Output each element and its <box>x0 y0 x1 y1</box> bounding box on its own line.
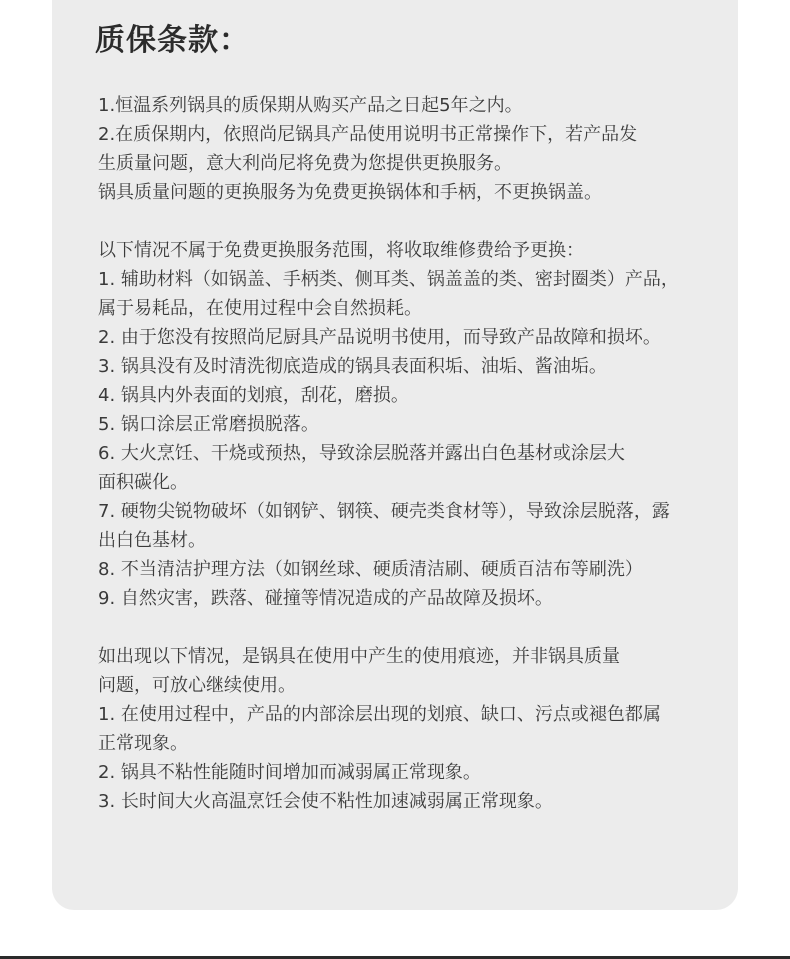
text-line: 1. 在使用过程中，产品的内部涂层出现的划痕、缺口、污点或褪色都属 <box>98 704 661 725</box>
exclusions-section <box>98 236 708 613</box>
text-line: 生质量问题，意大利尚尼将免费为您提供更换服务。 <box>98 153 512 174</box>
text-line: 2. 由于您没有按照尚尼厨具产品说明书使用，而导致产品故障和损坏。 <box>98 327 661 348</box>
text-line: 2. 锅具不粘性能随时间增加而减弱属正常现象。 <box>98 762 481 783</box>
text-line: 9. 自然灾害，跌落、碰撞等情况造成的产品故障及损坏。 <box>98 588 553 609</box>
text-line: 如出现以下情况，是锅具在使用中产生的使用痕迹，并非锅具质量 <box>98 646 620 667</box>
text-line: 正常现象。 <box>98 733 188 754</box>
paragraph-spacer <box>98 207 708 236</box>
text-line: 2.在质保期内，依照尚尼锅具产品使用说明书正常操作下，若产品发 <box>98 124 638 145</box>
text-line: 4. 锅具内外表面的划痕，刮花，磨损。 <box>98 385 409 406</box>
text-line: 属于易耗品，在使用过程中会自然损耗。 <box>98 298 422 319</box>
text-line: 1. 辅助材料（如锅盖、手柄类、侧耳类、锅盖盖的类、密封圈类）产品， <box>98 269 679 290</box>
text-line: 问题，可放心继续使用。 <box>98 675 296 696</box>
text-line: 1.恒温系列锅具的质保期从购买产品之日起5年之内。 <box>98 95 523 116</box>
page-title: 质保条款： <box>95 23 250 58</box>
normal-wear-section <box>98 642 708 816</box>
text-line: 5. 锅口涂层正常磨损脱落。 <box>98 414 319 435</box>
text-line: 锅具质量问题的更换服务为免费更换锅体和手柄，不更换锅盖。 <box>98 182 602 203</box>
text-line: 3. 长时间大火高温烹饪会使不粘性加速减弱属正常现象。 <box>98 791 553 812</box>
text-line: 3. 锅具没有及时清洗彻底造成的锅具表面积垢、油垢、酱油垢。 <box>98 356 607 377</box>
terms-body <box>98 91 708 816</box>
text-line: 6. 大火烹饪、干烧或预热，导致涂层脱落并露出白色基材或涂层大 <box>98 443 625 464</box>
paragraph-spacer <box>98 613 708 642</box>
text-line: 面积碳化。 <box>98 472 188 493</box>
warranty-period-section <box>98 91 708 207</box>
text-line: 出白色基材。 <box>98 530 206 551</box>
text-line: 8. 不当清洁护理方法（如钢丝球、硬质清洁刷、硬质百洁布等刷洗） <box>98 559 643 580</box>
text-line: 7. 硬物尖锐物破坏（如钢铲、钢筷、硬壳类食材等），导致涂层脱落，露 <box>98 501 670 522</box>
text-line: 以下情况不属于免费更换服务范围，将收取维修费给予更换： <box>98 240 584 261</box>
